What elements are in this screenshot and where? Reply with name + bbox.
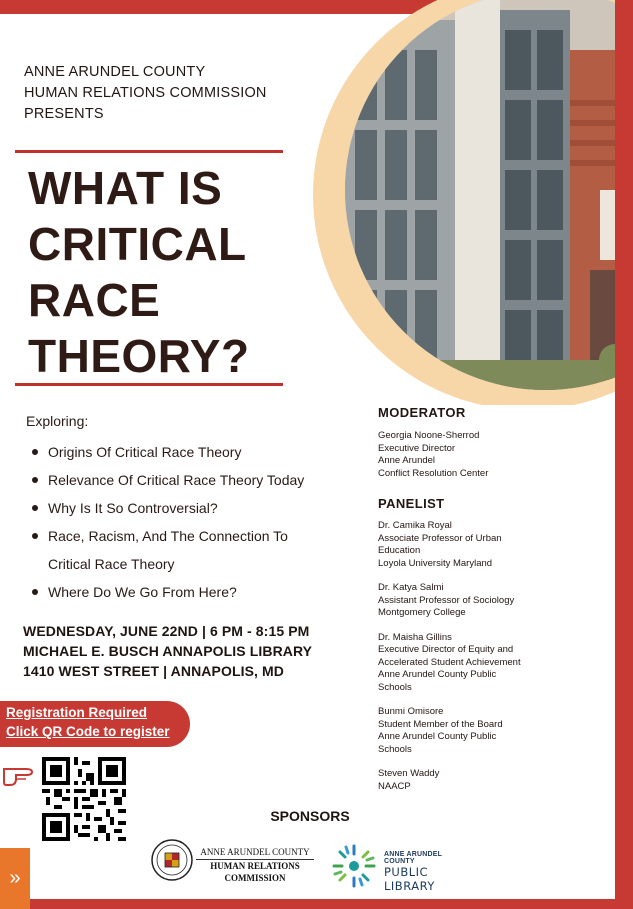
panelist-line: Anne Arundel County Public xyxy=(378,669,497,680)
panelist-line: Executive Director of Equity and xyxy=(378,644,514,655)
bullet-icon xyxy=(32,589,38,595)
topic-item xyxy=(26,466,356,494)
library-line-2: PUBLIC LIBRARY xyxy=(384,865,435,893)
panelist-line: NAACP xyxy=(378,780,411,792)
library-line-1: ANNE ARUNDEL COUNTY xyxy=(384,851,443,865)
exploring-label: Exploring: xyxy=(26,413,89,429)
panelist-name: Dr. Camika Royal xyxy=(378,520,452,531)
library-sponsor-name xyxy=(384,851,474,893)
headline-line-3: RACE xyxy=(28,274,161,326)
moderator-heading: MODERATOR xyxy=(378,405,466,420)
panelist-line: Montgomery College xyxy=(378,607,466,618)
panelist-entry xyxy=(378,520,593,570)
panelist-entry xyxy=(378,768,593,793)
bottom-border xyxy=(0,899,633,909)
panelist-name: Bunmi Omisore xyxy=(378,706,444,717)
presenter-line-1: ANNE ARUNDEL COUNTY xyxy=(24,64,206,80)
headline-line-1: WHAT IS xyxy=(28,162,223,214)
presenter-line-3: PRESENTS xyxy=(24,106,104,122)
panelist-line: Accelerated Student Achievement xyxy=(378,656,521,668)
presenter-block xyxy=(24,62,304,125)
registration-banner[interactable] xyxy=(0,701,190,747)
sponsors-heading: SPONSORS xyxy=(270,808,350,824)
headline-line-2: CRITICAL xyxy=(28,218,247,270)
topic-text: Origins Of Critical Race Theory xyxy=(48,444,242,460)
click-qr-link[interactable]: Click QR Code to register xyxy=(6,724,170,739)
topic-list xyxy=(26,438,356,606)
bullet-icon xyxy=(32,477,38,483)
panelist-name: Steven Waddy xyxy=(378,768,440,779)
pointing-hand-icon xyxy=(2,755,40,789)
event-headline xyxy=(28,160,328,384)
topic-item xyxy=(26,578,356,606)
event-address: 1410 WEST STREET | ANNAPOLIS, MD xyxy=(23,663,284,679)
panelist-line: Associate Professor of Urban xyxy=(378,532,502,544)
hrc-sponsor-name xyxy=(196,846,314,884)
topic-text: Why Is It So Controversial? xyxy=(48,500,218,516)
moderator-line: Conflict Resolution Center xyxy=(378,467,489,479)
panelist-line: Schools xyxy=(378,681,412,693)
hrc-line-3: COMMISSION xyxy=(224,873,286,883)
panelist-name: Dr. Maisha Gillins xyxy=(378,631,452,643)
hero-building-photo xyxy=(305,0,615,405)
event-details xyxy=(23,621,353,681)
moderator-line: Executive Director xyxy=(378,442,456,454)
panelist-entry xyxy=(378,706,593,756)
topic-text: Where Do We Go From Here? xyxy=(48,584,237,600)
topic-item xyxy=(26,494,356,522)
panelist-entry xyxy=(378,632,593,695)
bullet-icon xyxy=(32,533,38,539)
bullet-icon xyxy=(32,449,38,455)
presenter-line-2: HUMAN RELATIONS COMMISSION xyxy=(24,85,267,101)
topic-text: Relevance Of Critical Race Theory Today xyxy=(48,472,305,488)
event-datetime: WEDNESDAY, JUNE 22ND | 6 PM - 8:15 PM xyxy=(23,623,310,639)
panelist-line: Schools xyxy=(378,743,412,755)
topic-text: Race, Racism, And The Connection To xyxy=(48,528,288,544)
exploring-section xyxy=(26,413,356,606)
county-seal-icon xyxy=(151,839,193,881)
panelist-line: Anne Arundel County Public xyxy=(378,731,497,742)
moderator-entry xyxy=(378,430,593,480)
registration-required-link[interactable]: Registration Required xyxy=(6,705,148,720)
panelist-line: Student Member of the Board xyxy=(378,718,503,730)
moderator-line: Anne Arundel xyxy=(378,455,436,466)
topic-item xyxy=(26,438,356,466)
topic-item-continuation xyxy=(26,550,356,578)
hrc-line-2: HUMAN RELATIONS xyxy=(210,861,300,871)
panelist-entry xyxy=(378,582,593,620)
panelist-line: Loyola University Maryland xyxy=(378,557,493,569)
panelist-line: Education xyxy=(378,545,421,556)
moderator-name: Georgia Noone-Sherrod xyxy=(378,430,480,441)
library-logo-icon xyxy=(328,840,380,892)
event-venue: MICHAEL E. BUSCH ANNAPOLIS LIBRARY xyxy=(23,643,313,659)
panelist-heading: PANELIST xyxy=(378,496,445,511)
panelist-line: Assistant Professor of Sociology xyxy=(378,594,515,606)
bullet-icon xyxy=(32,505,38,511)
hrc-line-1: ANNE ARUNDEL COUNTY xyxy=(196,846,314,860)
headline-rule-top xyxy=(15,150,283,153)
speakers-column xyxy=(378,405,593,805)
topic-item xyxy=(26,522,356,550)
headline-line-4: THEORY? xyxy=(28,330,250,382)
topic-text: Critical Race Theory xyxy=(48,556,175,572)
registration-qr-code[interactable] xyxy=(42,757,126,841)
headline-rule-bottom xyxy=(15,383,283,386)
chevron-right-icon[interactable]: » xyxy=(0,848,30,909)
panelist-name: Dr. Katya Salmi xyxy=(378,582,444,593)
right-border xyxy=(615,0,633,909)
